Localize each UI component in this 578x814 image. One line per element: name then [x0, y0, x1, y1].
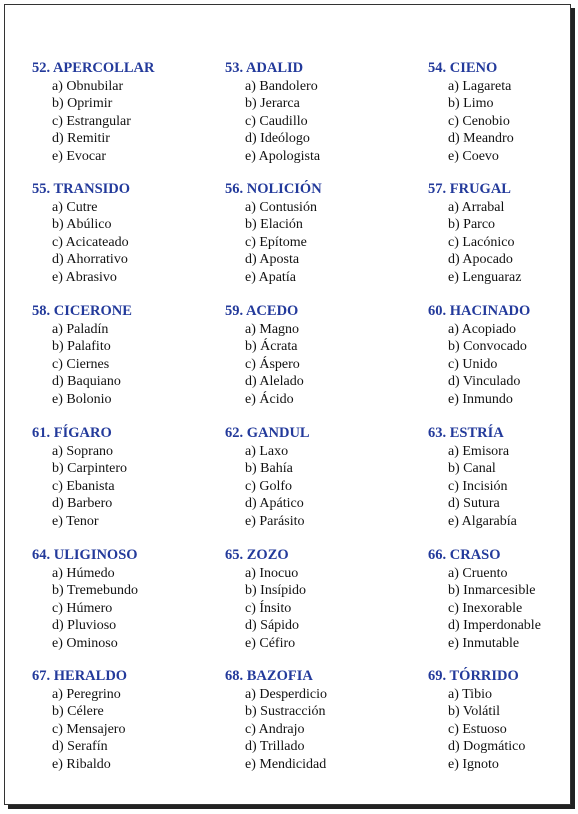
answer-option: c) Incisión [448, 478, 508, 494]
question-word: 68. BAZOFIA [225, 668, 313, 684]
answer-options [428, 78, 578, 166]
answer-option: e) Apologista [245, 148, 321, 164]
answer-option: c) Áspero [245, 356, 300, 372]
answer-options [428, 686, 578, 774]
answer-option: b) Bahía [245, 461, 293, 476]
answer-option: b) Ácrata [245, 339, 298, 354]
question-block [32, 547, 222, 652]
question-block [428, 181, 578, 286]
answer-option: a) Soprano [52, 443, 114, 459]
answer-option: d) Imperdonable [448, 618, 541, 633]
answer-option: a) Emisora [448, 443, 510, 459]
answer-option: d) Trillado [245, 739, 305, 754]
answer-option: a) Paladín [52, 321, 109, 337]
question-block [32, 60, 222, 165]
answer-option: a) Obnubilar [52, 78, 124, 94]
answer-option: b) Célere [52, 704, 104, 719]
question-grid [5, 5, 570, 804]
question-word: 69. TÓRRIDO [428, 668, 519, 684]
answer-options [32, 199, 222, 287]
answer-option: c) Estuoso [448, 721, 507, 737]
answer-option: b) Oprimir [52, 96, 113, 111]
answer-option: c) Estrangular [52, 113, 131, 129]
answer-option: c) Mensajero [52, 721, 126, 737]
question-word: 58. CICERONE [32, 303, 132, 319]
answer-option: d) Alelado [245, 374, 304, 389]
question-block [225, 425, 415, 530]
answer-option: b) Volátil [448, 704, 500, 719]
answer-options [225, 78, 415, 166]
answer-option: c) Caudillo [245, 113, 308, 129]
answer-options [32, 565, 222, 653]
answer-options [32, 686, 222, 774]
answer-option: c) Epítome [245, 234, 307, 250]
answer-option: a) Magno [245, 321, 300, 337]
answer-option: d) Ahorrativo [52, 252, 128, 267]
answer-option: b) Inmarcesible [448, 583, 536, 598]
answer-option: a) Arrabal [448, 199, 505, 215]
answer-option: e) Evocar [52, 148, 107, 164]
answer-option: d) Ideólogo [245, 131, 310, 146]
answer-option: c) Unido [448, 356, 498, 372]
question-block [32, 425, 222, 530]
answer-option: e) Ignoto [448, 756, 499, 772]
answer-option: a) Laxo [245, 443, 289, 459]
answer-option: a) Lagareta [448, 78, 512, 94]
question-word: 66. CRASO [428, 547, 501, 563]
document-page [4, 4, 571, 805]
question-block [428, 425, 578, 530]
answer-option: a) Cutre [52, 199, 98, 215]
answer-option: b) Parco [448, 217, 496, 232]
answer-option: e) Tenor [52, 513, 99, 529]
answer-option: e) Mendicidad [245, 756, 327, 772]
answer-option: b) Canal [448, 461, 496, 476]
question-word: 64. ULIGINOSO [32, 547, 138, 563]
answer-option: b) Insípido [245, 583, 307, 598]
answer-option: c) Acicateado [52, 234, 129, 250]
question-word: 52. APERCOLLAR [32, 60, 155, 76]
answer-option: e) Parásito [245, 513, 305, 529]
answer-option: a) Inocuo [245, 565, 299, 581]
answer-option: e) Inmundo [448, 391, 513, 407]
answer-option: d) Serafín [52, 739, 108, 754]
answer-option: b) Limo [448, 96, 494, 111]
answer-option: d) Pluvioso [52, 618, 117, 633]
question-word: 56. NOLICIÓN [225, 181, 322, 197]
answer-options [225, 686, 415, 774]
question-block [32, 303, 222, 408]
answer-option: b) Tremebundo [52, 583, 138, 598]
answer-option: a) Húmedo [52, 565, 115, 581]
question-block [32, 181, 222, 286]
answer-option: c) Inexorable [448, 600, 523, 616]
answer-option: a) Acopiado [448, 321, 517, 337]
answer-option: a) Contusión [245, 199, 317, 215]
answer-option: e) Ácido [245, 391, 294, 407]
answer-option: c) Ínsito [245, 600, 292, 616]
answer-option: b) Convocado [448, 339, 527, 354]
answer-options [32, 321, 222, 409]
answer-option: e) Ribaldo [52, 756, 111, 772]
answer-option: b) Sustracción [245, 704, 326, 719]
question-word: 60. HACINADO [428, 303, 531, 319]
answer-option: d) Vinculado [448, 374, 521, 389]
answer-option: a) Cruento [448, 565, 508, 581]
question-block [225, 547, 415, 652]
answer-option: b) Carpintero [52, 461, 128, 476]
answer-option: e) Inmutable [448, 635, 520, 651]
answer-option: a) Bandolero [245, 78, 318, 94]
answer-options [225, 321, 415, 409]
question-word: 61. FÍGARO [32, 425, 112, 441]
answer-options [428, 199, 578, 287]
answer-option: c) Lacónico [448, 234, 515, 250]
answer-option: d) Apático [245, 496, 304, 511]
answer-options [32, 443, 222, 531]
answer-option: e) Algarabía [448, 513, 517, 529]
question-word: 67. HERALDO [32, 668, 128, 684]
answer-option: b) Elación [245, 217, 303, 232]
question-block [225, 303, 415, 408]
answer-options [428, 443, 578, 531]
question-block [225, 668, 415, 773]
answer-option: c) Ebanista [52, 478, 115, 494]
answer-option: c) Golfo [245, 478, 293, 494]
answer-options [225, 199, 415, 287]
answer-option: b) Abúlico [52, 217, 112, 232]
answer-options [428, 565, 578, 653]
answer-options [225, 565, 415, 653]
answer-options [225, 443, 415, 531]
question-word: 55. TRANSIDO [32, 181, 131, 197]
answer-option: d) Barbero [52, 496, 113, 511]
answer-option: d) Apocado [448, 252, 513, 267]
answer-option: b) Jerarca [245, 96, 300, 111]
question-block [428, 547, 578, 652]
question-block [428, 60, 578, 165]
question-block [428, 668, 578, 773]
question-word: 65. ZOZO [225, 547, 289, 563]
answer-option: d) Aposta [245, 252, 300, 267]
answer-option: c) Húmero [52, 600, 113, 616]
answer-option: e) Bolonio [52, 391, 112, 407]
answer-option: e) Coevo [448, 148, 499, 164]
answer-option: a) Tibio [448, 686, 492, 702]
answer-option: e) Lenguaraz [448, 269, 522, 285]
answer-options [428, 321, 578, 409]
answer-option: c) Ciernes [52, 356, 110, 372]
answer-option: e) Apatía [245, 269, 296, 285]
question-block [225, 181, 415, 286]
answer-options [32, 78, 222, 166]
answer-option: d) Meandro [448, 131, 514, 146]
question-word: 53. ADALID [225, 60, 304, 76]
answer-option: d) Dogmático [448, 739, 526, 754]
question-block [32, 668, 222, 773]
answer-option: d) Sápido [245, 618, 300, 633]
answer-option: d) Remitir [52, 131, 110, 146]
question-word: 57. FRUGAL [428, 181, 511, 197]
answer-option: a) Desperdicio [245, 686, 328, 702]
answer-option: e) Céfiro [245, 635, 296, 651]
answer-option: d) Baquiano [52, 374, 121, 389]
question-block [428, 303, 578, 408]
answer-option: a) Peregrino [52, 686, 121, 702]
answer-option: e) Ominoso [52, 635, 118, 651]
question-word: 63. ESTRÍA [428, 425, 504, 441]
answer-option: b) Palafito [52, 339, 111, 354]
question-block [225, 60, 415, 165]
answer-option: c) Andrajo [245, 721, 305, 737]
answer-option: d) Sutura [448, 496, 500, 511]
question-word: 54. CIENO [428, 60, 498, 76]
question-word: 59. ACEDO [225, 303, 299, 319]
answer-option: c) Cenobio [448, 113, 510, 129]
answer-option: e) Abrasivo [52, 269, 117, 285]
question-word: 62. GANDUL [225, 425, 310, 441]
